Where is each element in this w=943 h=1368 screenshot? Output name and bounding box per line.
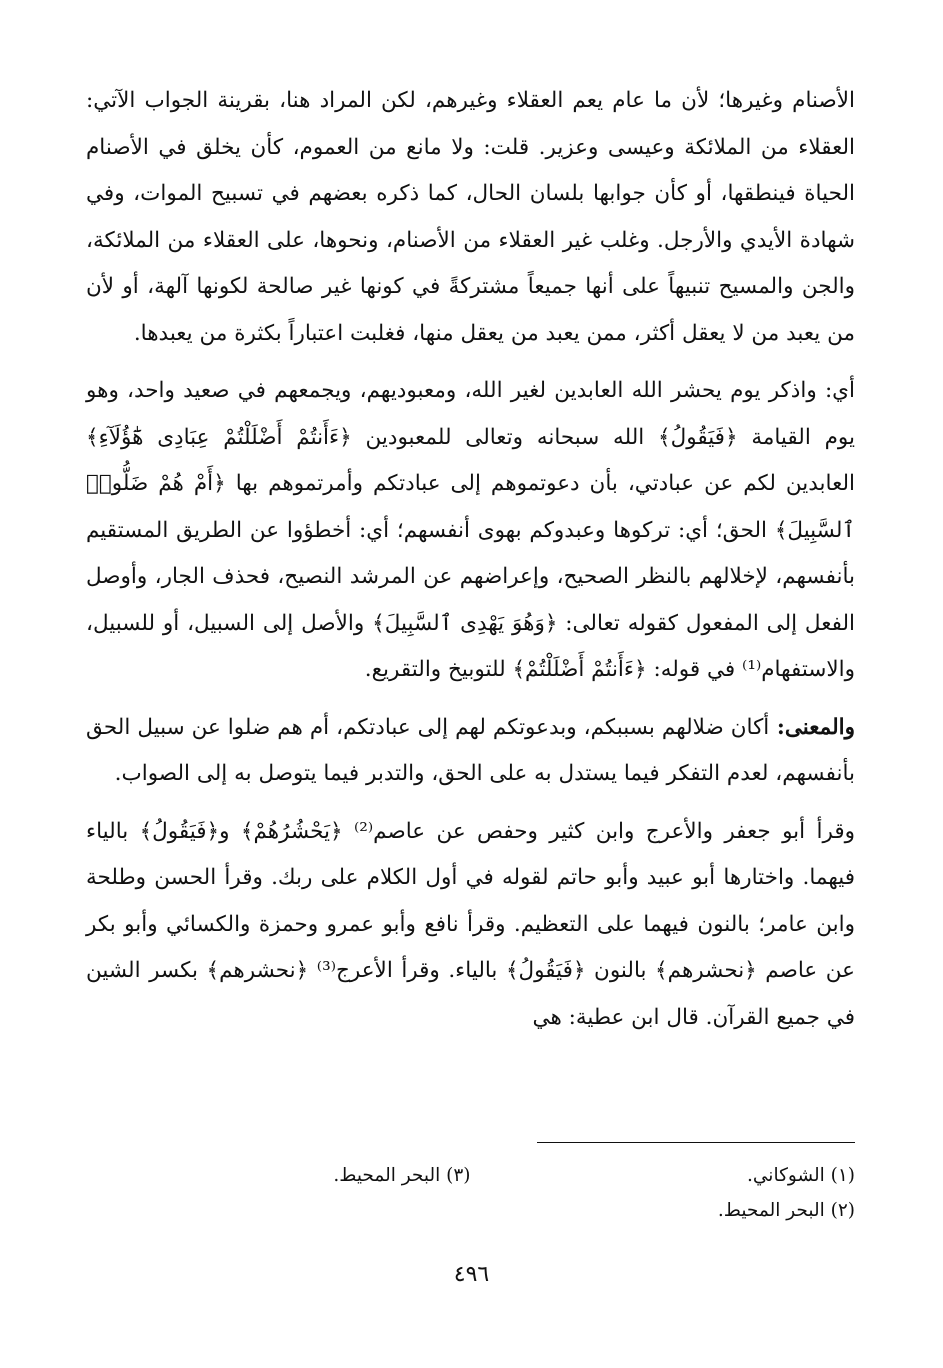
footnote-row xyxy=(86,1158,855,1193)
footnote-row xyxy=(86,1193,855,1228)
paragraph-4: وقرأ أبو جعفر والأعرج وابن كثير وحفص عن عاصم⁽²⁾ ﴿يَحْشُرُهُمْ﴾ و﴿فَيَقُولُ﴾ بالياء فيهما. واختارها أبو عبيد وأبو حاتم لقوله في أول الكلام على ربك. وقرأ الحسن وطلحة وابن عامر؛ بالنون فيهما على التعظيم. وقرأ نافع وأبو عمرو وحمزة والكسائي وأبو بكر عن عاصم ﴿نحشرهم﴾ بالنون ﴿فَيَقُولُ﴾ بالياء. وقرأ الأعرج⁽³⁾ ﴿نحشرهم﴾ بكسر الشين في جميع القرآن. قال ابن عطية: هي xyxy=(86,818,855,1030)
footnote-3: (٣) البحر المحيط. xyxy=(333,1165,471,1186)
paragraph-3-lead: والمعنى: xyxy=(769,714,855,740)
footnotes xyxy=(86,1158,855,1228)
footnote-1: (١) الشوكاني. xyxy=(747,1165,855,1186)
paragraph-2: أي: واذكر يوم يحشر الله العابدين لغير الله، ومعبوديهم، ويجمعهم في صعيد واحد، وهو يوم القيامة ﴿فَيَقُولُ﴾ الله سبحانه وتعالى للمعبودين ﴿ءَأَنتُمْ أَضْلَلْتُمْ عِبَادِى هَٰٓؤُلَآءِ﴾ العابدين لكم عن عبادتي، بأن دعوتموهم إلى عبادتكم وأمرتموهم بها ﴿أَمْ هُمْ ضَلُّوا۟ ٱلسَّبِيلَ﴾ الحق؛ أي: تركوها وعبدوكم بهوى أنفسهم؛ أي: أخطؤوا عن الطريق المستقيم بأنفسهم، لإخلالهم بالنظر الصحيح، وإعراضهم عن المرشد النصيح، فحذف الجار، وأوصل الفعل إلى المفعول كقوله تعالى: ﴿وَهُوَ يَهْدِى ٱلسَّبِيلَ﴾ والأصل إلى السبيل، أو للسبيل، والاستفهام⁽¹⁾ في قوله: ﴿ءَأَنتُمْ أَضْلَلْتُمْ﴾ للتوبيخ والتقريع. xyxy=(86,378,855,682)
paragraph-3-text: أكان ضلالهم بسببكم، وبدعوتكم لهم إلى عبادتكم، أم هم ضلوا عن سبيل الحق بأنفسهم، لعدم التفكر فيما يستدل به على الحق، والتدبر فيما يتوصل به إلى الصواب. xyxy=(86,714,855,786)
paragraph-3 xyxy=(86,705,855,798)
footnote-2: (٢) البحر المحيط. xyxy=(717,1200,855,1221)
footnote-divider xyxy=(537,1142,855,1143)
paragraph-1: الأصنام وغيرها؛ لأن ما عام يعم العقلاء وغيرهم، لكن المراد هنا، بقرينة الجواب الآتي: العقلاء من الملائكة وعيسى وعزير. قلت: ولا مانع من العموم، كأن يخلق في الأصنام الحياة فينطقها، أو كأن جوابها بلسان الحال، كما ذكره بعضهم في تسبيح الموات، وفي شهادة الأيدي والأرجل. وغلب غير العقلاء من الأصنام، ونحوها، على العقلاء من الملائكة، والجن والمسيح تنبيهاً على أنها جميعاً مشتركةً في كونها غير صالحة لكونها آلهة، أو لأن من يعبد من لا يعقل أكثر، ممن يعبد من يعقل منها، فغلبت اعتباراً بكثرة من يعبدها. xyxy=(86,88,855,346)
page-number: ٤٩٦ xyxy=(453,1262,490,1287)
